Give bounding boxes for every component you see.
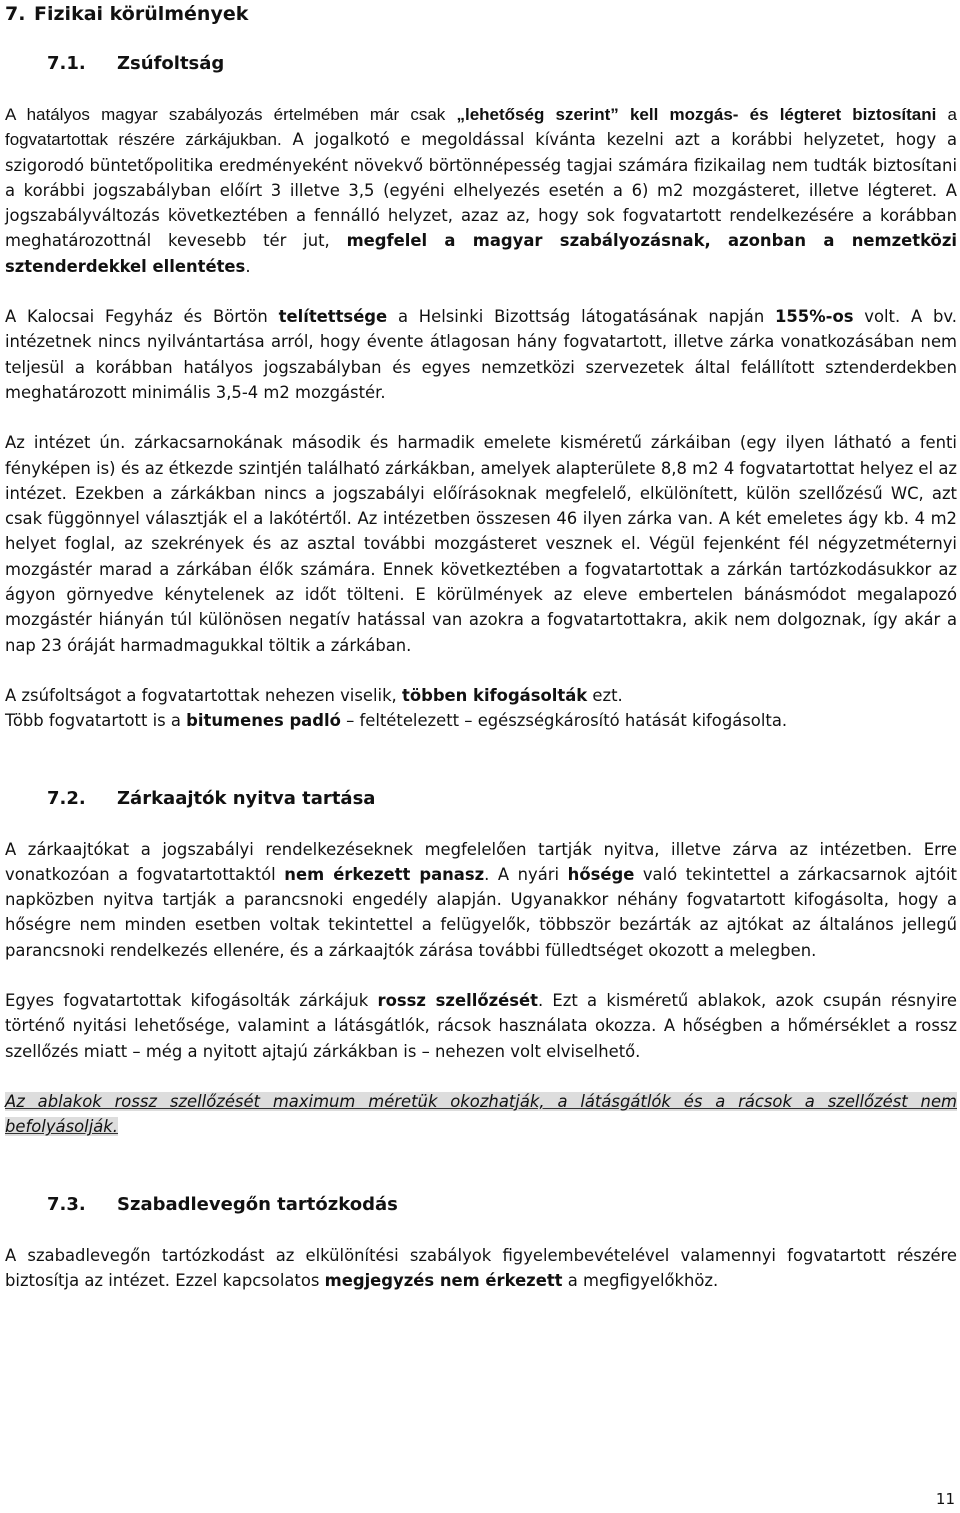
text-run: A zárkaajtókat a jogszabályi rendelkezéseknek megfelelően tartják nyitva, illetve zárva az intézetben. Erre vonatkozóan a fogvatartottaktól [5, 839, 957, 884]
chapter-title: Fizikai körülmények [34, 3, 249, 25]
section-number: 7.1. [47, 53, 86, 74]
document-page [5, 0, 957, 1293]
emphasis-text: nem érkezett panasz [284, 864, 485, 884]
text-run: . [245, 256, 251, 276]
paragraph-bitumen-floor [5, 708, 957, 733]
paragraph-outdoor-time [5, 1243, 957, 1294]
emphasis-text: megfelel a magyar szabályozásnak, azonban a nemzetközi sztenderdekkel ellentétes [5, 231, 957, 276]
paragraph-ventilation [5, 988, 957, 1064]
emphasis-text: bitumenes padló [186, 711, 341, 731]
emphasis-text: „lehetőség szerint” kell mozgás- és légteret biztosítani [456, 105, 937, 124]
section-heading-7-2 [5, 787, 957, 811]
paragraph-legal-change [5, 102, 957, 279]
emphasis-text: többen kifogásolták [401, 685, 588, 705]
text-run: A jogszabályváltozás következtében a fennálló helyzet, azaz az, hogy sok fogvatartott rendelkezésére a korábban meghatározottnál kevesebb tér jut, [5, 180, 957, 251]
text-run: A zsúfoltságot a fogvatartottak nehezen viselik, [5, 685, 402, 705]
text-run: A jogalkotó e megoldással kívánta kezelni azt a korábbi helyzetet, hogy a szigorodó büntetőpolitika eredményeként növekvő börtönnépesség tagjai számára fizikailag nem tudták biztosítani a korábbi jogszabályban előírt 3 illetve 3,5 (egyéni elhelyezés esetén a 6) m2 mozgásteret, illetve légteret. [5, 130, 958, 200]
paragraph-cell-doors [5, 837, 957, 963]
paragraph-cell-conditions: Az intézet ún. zárkacsarnokának második és harmadik emelete kisméretű zárkáiban (egy ilyen látható a fenti fényképen is) és az étkezde szintjén található zárkákban, amelyek alapterülete 8,8 m2 4 fogvatartottat helyez el az intézet. Ezekben a zárkákban nincs a jogszabályi előírásoknak megfelelő, elkülönített, külön szellőzésű WC, azt csak függönnyel választják el a lakótértől. Az intézetben összesen 46 ilyen zárka van. A két emeletes ágy kb. 4 m2 helyet foglal, az szekrények és az asztal további mozgásteret vesznek el. Végül fejenként fél négyzetméternyi mozgástér marad a zárkában élők számára. Ennek következtében a fogvatartottak a zárkán tartózkodásukkor az ágyon görnyedve kénytelenek az időt tölteni. E körülmények az eleve embertelen bánásmódot megalapozó mozgástér hiányán túl különösen negatív hatással van azokra a fogvatartottakra, akik nem dolgoznak, így akár a nap 23 óráját harmadmagukkal töltik a zárkában. [5, 433, 957, 655]
paragraph-occupancy [5, 304, 957, 405]
section-title: Zárkaajtók nyitva tartása [117, 787, 376, 809]
text-run: . Ezt a kisméretű ablakok, azok csupán résnyire történő nyitási lehetősége, valamint a látásgátlók, rácsok használata okozza. A hőségben a hőmérséklet a rossz szellőzés miatt – még a nyitott ajtajú zárkákban is – nehezen volt elviselhető. [5, 991, 957, 1061]
emphasis-text: telítettsége [278, 307, 388, 327]
paragraph-complaints [5, 683, 957, 708]
text-run: Egyes fogvatartottak kifogásolták zárkájuk [5, 991, 378, 1011]
emphasis-text: 155%-os [775, 307, 854, 327]
page-number: 11 [935, 1490, 955, 1508]
highlighted-comment: Az ablakok rossz szellőzését maximum méretük okozhatják, a látásgátlók és a rácsok a szellőzést nem befolyásolják. [5, 1091, 957, 1137]
emphasis-text: rossz szellőzését [377, 991, 538, 1011]
text-run: . A nyári [484, 864, 568, 884]
section-title: Zsúfoltság [117, 53, 225, 74]
text-run: ezt. [587, 685, 623, 705]
text-run: A Kalocsai Fegyház és Börtön [5, 307, 279, 327]
text-run: a megfigyelőkhöz. [562, 1270, 719, 1290]
text-run: való tekintettel a zárkacsarnok ajtóit napközben nyitva tartják a parancsnoki engedély alapján. Ugyanakkor néhány fogvatartott kifogásolta, hogy a hőségre nem minden esetben voltak tekintettel a felügyelők, többször bezárták az ajtókat az általános jellegű parancsnoki rendelkezés ellenére, és a zárkaajtók zárása további fülledtséget okozott a melegben. [5, 864, 957, 960]
paragraph-highlighted-note [5, 1089, 957, 1140]
text-run: a fogvatartottak részére zárkájukban. [5, 105, 957, 150]
emphasis-text: hősége [567, 864, 635, 884]
section-heading-7-3 [5, 1193, 957, 1217]
text-run: a Helsinki Bizottság látogatásának napján [387, 307, 775, 327]
section-title: Szabadlevegőn tartózkodás [117, 1193, 398, 1215]
section-heading-7-1 [5, 52, 957, 76]
section-number: 7.3. [47, 1193, 86, 1215]
chapter-heading [5, 0, 957, 40]
chapter-number: 7. [5, 3, 26, 25]
text-run: A hatályos magyar szabályozás értelmében már csak [5, 105, 457, 124]
section-number: 7.2. [47, 787, 86, 809]
emphasis-text: megjegyzés nem érkezett [324, 1270, 563, 1290]
text-run: A szabadlevegőn tartózkodást az elkülönítési szabályok figyelembevételével valamennyi fogvatartott részére biztosítja az intézet. Ezzel kapcsolatos [5, 1245, 957, 1290]
text-run: volt. A bv. intézetnek nincs nyilvántartása arról, hogy évente átlagosan hány fogvatartott, illetve zárka vonatkozásában nem teljesül a korábban hatályos jogszabályban és egyes nemzetközi szervezetek által felállított sztenderdekben meghatározott minimális 3,5-4 m2 mozgástér. [5, 307, 957, 402]
text-run: – feltételezett – egészségkárosító hatását kifogásolta. [340, 711, 788, 731]
text-run: Több fogvatartott is a [5, 711, 187, 731]
